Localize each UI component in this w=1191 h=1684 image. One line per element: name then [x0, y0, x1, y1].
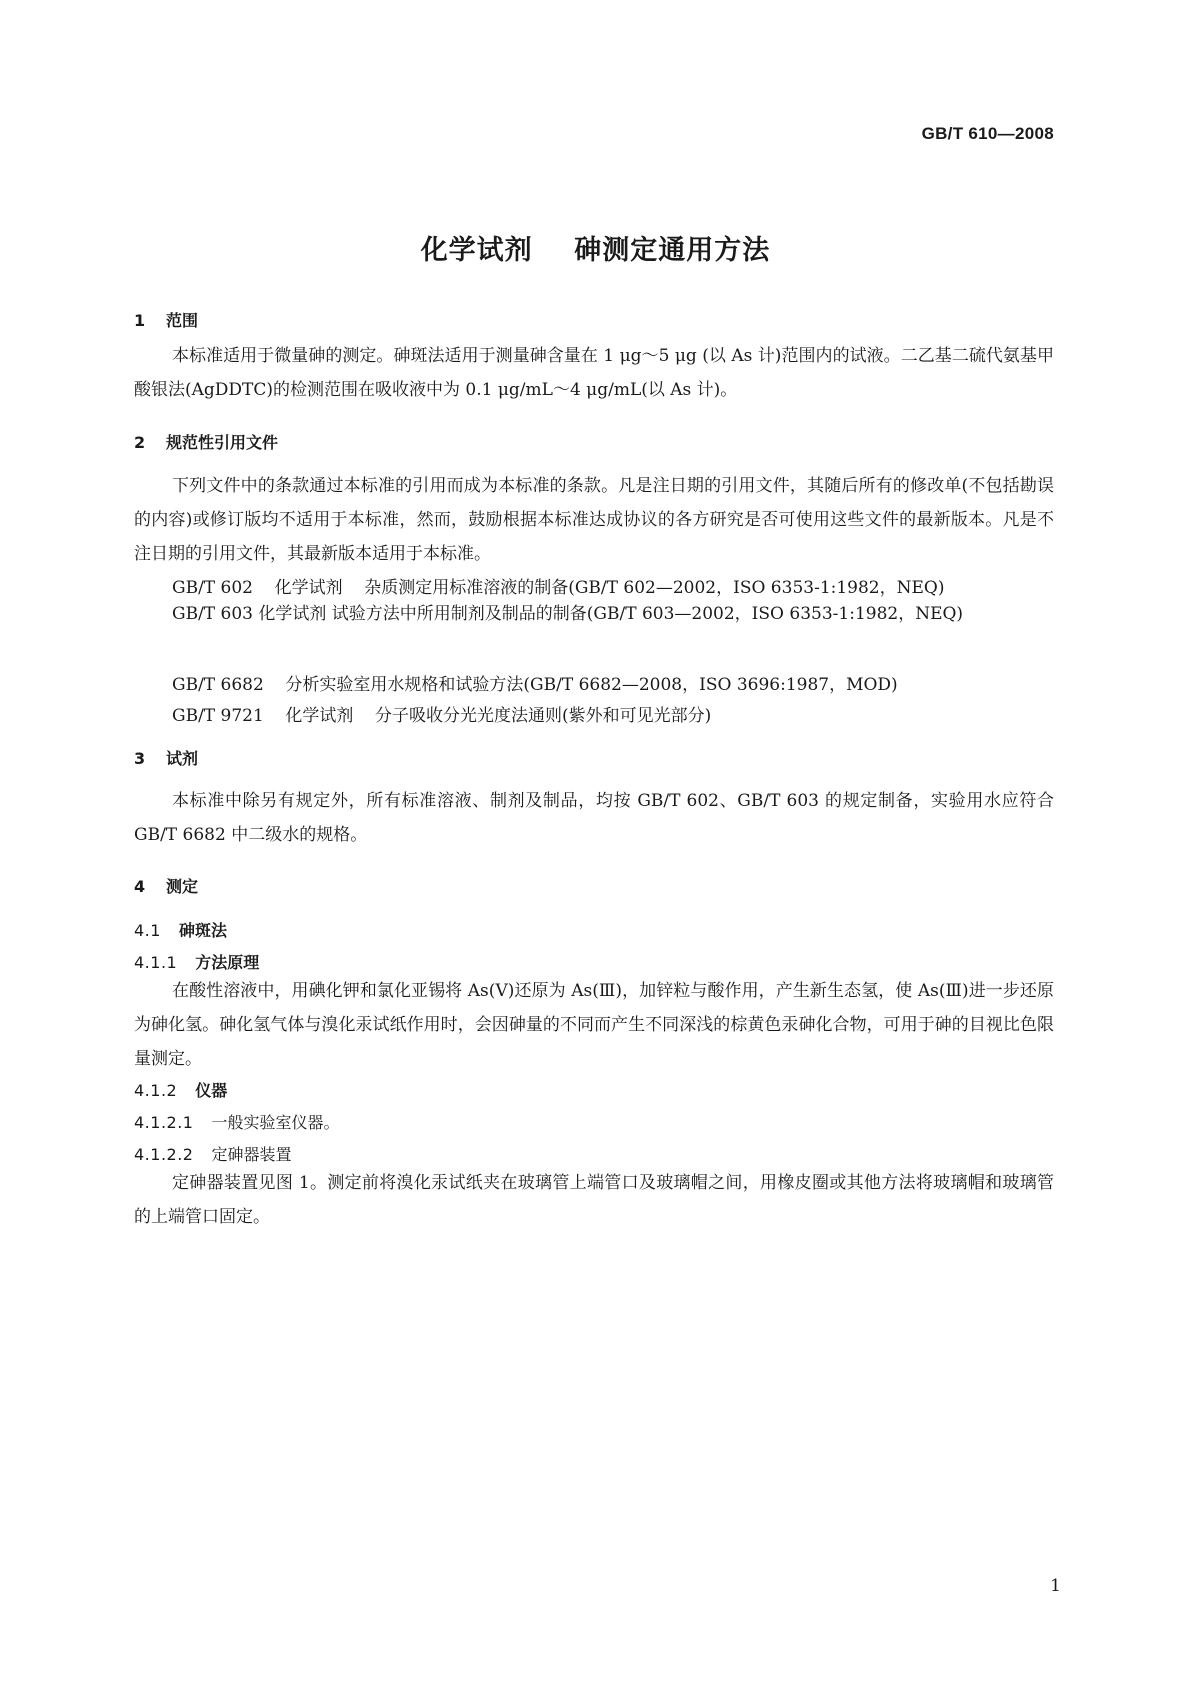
subsection-4-1-2-2-paragraph: 定砷器装置见图 1。测定前将溴化汞试纸夹在玻璃管上端管口及玻璃帽之间，用橡皮圈或其他方法将玻璃帽和玻璃管的上端管口固定。 — [134, 1173, 1054, 1227]
section-number: 4 — [134, 877, 146, 896]
subsection-4-1-2-1 — [134, 1110, 340, 1133]
reference-item: GB/T 603 化学试剂 试验方法中所用制剂及制品的制备(GB/T 603—2002，ISO 6353-1:1982，NEQ) — [172, 604, 964, 624]
subsection-4-1-1-paragraph: 在酸性溶液中，用碘化钾和氯化亚锡将 As(Ⅴ)还原为 As(Ⅲ)，加锌粒与酸作用，产生新生态氢，使 As(Ⅲ)进一步还原为砷化氢。砷化氢气体与溴化汞试纸作用时，会因砷量的不同而产生不同深浅的棕黄色汞砷化合物，可用于砷的目视比色限量测定。 — [134, 981, 1054, 1069]
page-title: 化学试剂 砷测定通用方法 — [420, 235, 771, 266]
section-title: 测定 — [166, 877, 199, 896]
subsection-text: 定砷器装置 — [211, 1145, 292, 1164]
subsection-number: 4.1.1 — [134, 953, 178, 972]
section-3-heading — [134, 746, 198, 769]
section-number: 2 — [134, 433, 146, 452]
subsection-number: 4.1.2.1 — [134, 1113, 194, 1132]
subsection-4-1-1 — [134, 950, 259, 973]
subsection-text: 一般实验室仪器。 — [211, 1113, 340, 1132]
subsection-number: 4.1.2.2 — [134, 1145, 194, 1164]
subsection-title: 仪器 — [195, 1081, 228, 1100]
subsection-number: 4.1 — [134, 921, 161, 940]
reference-item: GB/T 602 化学试剂 杂质测定用标准溶液的制备(GB/T 602—2002，ISO 6353-1:1982，NEQ) — [172, 578, 945, 598]
reference-item: GB/T 9721 化学试剂 分子吸收分光光度法通则(紫外和可见光部分) — [172, 706, 712, 726]
page-number: 1 — [1050, 1576, 1061, 1596]
section-number: 1 — [134, 311, 146, 330]
section-number: 3 — [134, 749, 146, 768]
subsection-title: 砷斑法 — [178, 921, 227, 940]
section-1-paragraph: 本标准适用于微量砷的测定。砷斑法适用于测量砷含量在 1 μg～5 μg (以 As 计)范围内的试液。二乙基二硫代氨基甲酸银法(AgDDTC)的检测范围在吸收液中为 0.1 μg/mL～4 μg/mL(以 As 计)。 — [134, 346, 1054, 400]
subsection-title: 方法原理 — [195, 953, 260, 972]
subsection-number: 4.1.2 — [134, 1081, 178, 1100]
section-3-paragraph: 本标准中除另有规定外，所有标准溶液、制剂及制品，均按 GB/T 602、GB/T 603 的规定制备，实验用水应符合 GB/T 6682 中二级水的规格。 — [134, 791, 1054, 845]
standard-code: GB/T 610—2008 — [921, 124, 1054, 143]
section-4-heading — [134, 874, 198, 897]
section-title: 范围 — [166, 311, 199, 330]
subsection-4-1-2-2 — [134, 1142, 292, 1165]
subsection-4-1-2 — [134, 1078, 227, 1101]
subsection-4-1 — [134, 918, 227, 941]
section-title: 试剂 — [166, 749, 199, 768]
section-1-heading — [134, 308, 198, 331]
section-2-heading — [134, 430, 278, 453]
section-2-paragraph: 下列文件中的条款通过本标准的引用而成为本标准的条款。凡是注日期的引用文件，其随后所有的修改单(不包括勘误的内容)或修订版均不适用于本标准，然而，鼓励根据本标准达成协议的各方研究是否可使用这些文件的最新版本。凡是不注日期的引用文件，其最新版本适用于本标准。 — [134, 476, 1054, 564]
reference-item: GB/T 6682 分析实验室用水规格和试验方法(GB/T 6682—2008，ISO 3696:1987，MOD) — [172, 675, 898, 695]
section-title: 规范性引用文件 — [166, 433, 279, 452]
